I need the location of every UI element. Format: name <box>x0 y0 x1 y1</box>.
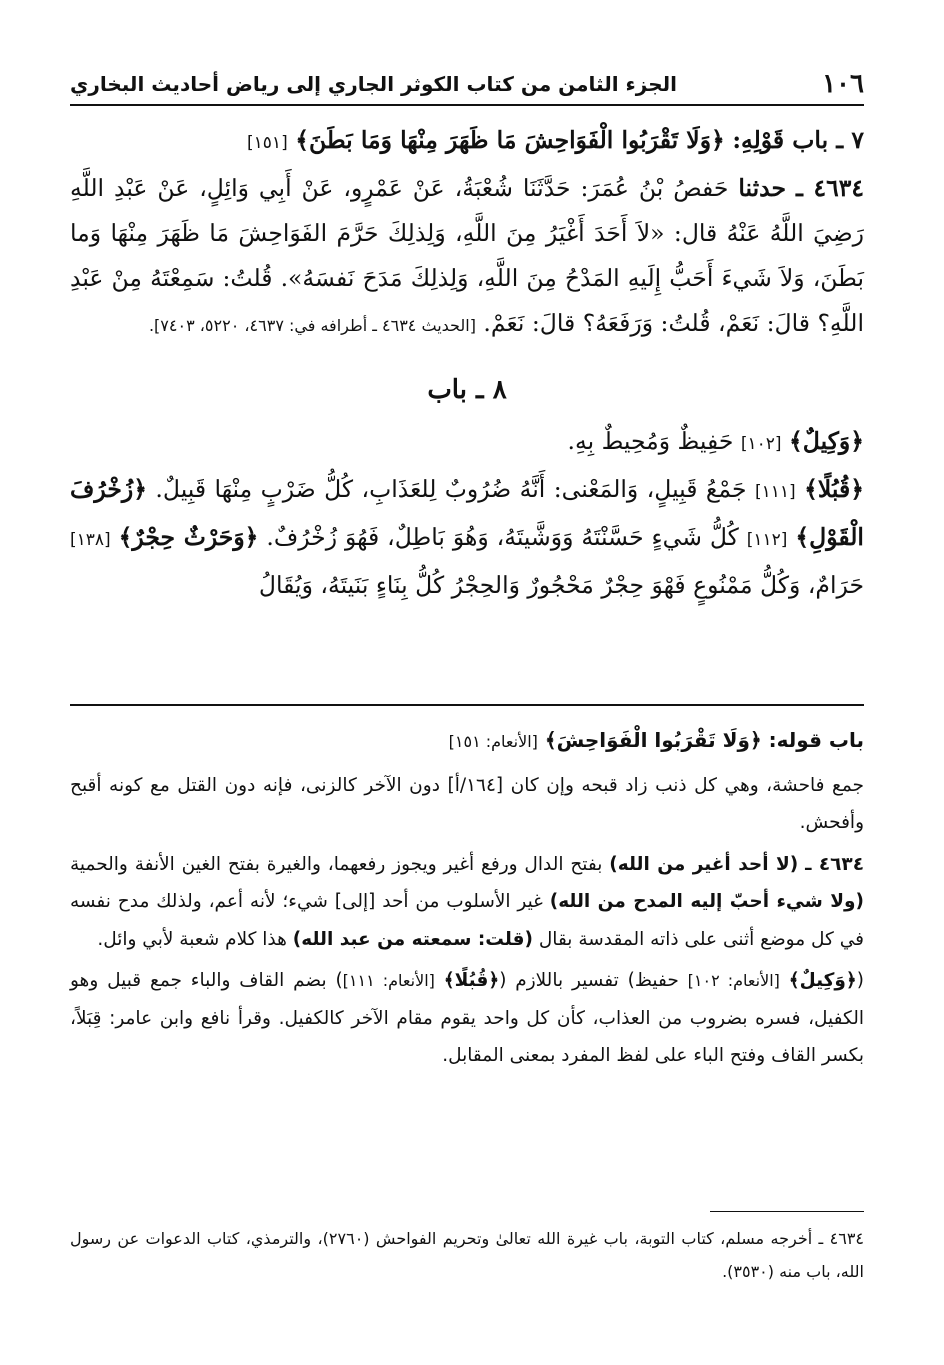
hadith-number: ٤٦٣٤ ـ <box>795 174 864 202</box>
commentary-word-wakil: ﴿وَكِيلٌ﴾ <box>788 970 857 991</box>
hadith-ref: [الحديث ٤٦٣٤ ـ أطرافه في: ٤٦٣٧، ٥٢٢٠، ٧٤٠٣]. <box>148 316 476 335</box>
bab-8-word-qubula: ﴿قُبُلًا﴾ <box>804 475 864 503</box>
bab-8-ref-138: [١٣٨] <box>70 530 111 550</box>
commentary-quote-3: (قلت: سمعته من عبد الله) <box>292 928 533 950</box>
commentary-heading-label: باب قوله: <box>768 728 864 752</box>
hadith-paragraph <box>70 166 864 348</box>
commentary-p3-text-2: ) بضم القاف والباء جمع قبيل وهو الكفيل، فسره بضروب من العذاب، كأن كل واحد يقوم مقام الآخر كالكفيل. وقرأ نافع وابن عامر: قِبَلاً، بكسر القاف وفتح الباء على لفظ المفرد بمعنى المقابل. <box>70 970 864 1066</box>
commentary-paragraph-3 <box>70 962 864 1075</box>
commentary-heading-ayah: ﴿وَلَا تَقْرَبُوا الْفَوَاحِشَ﴾ <box>544 728 762 752</box>
bab-8-text-3: كُلُّ شَيءٍ حَسَّنْتَهُ وَوَشَّيتَهُ، وَهُوَ بَاطِلٌ، فَهُوَ زُخْرُفٌ. <box>266 523 739 551</box>
bab-7-heading <box>70 118 864 166</box>
bab-7-ref: [١٥١] <box>247 133 288 153</box>
commentary-text-3: هذا كلام شعبة لأبي وائل. <box>97 928 287 950</box>
commentary-paragraph-1: جمع فاحشة، وهي كل ذنب زاد قبحه وإن كان [١٦٤/أ] دون الآخر كالزنى، فإنه دون القتل مع كونه أقبح وأفحش. <box>70 774 864 833</box>
commentary-ref-102: [الأنعام: ١٠٢] <box>687 971 780 990</box>
bab-8-rest <box>70 467 864 608</box>
commentary-heading <box>70 722 864 761</box>
main-text <box>70 118 864 608</box>
commentary-p3-text-1: حفيظ) تفسير باللازم ( <box>499 970 679 991</box>
commentary-ref-111: [الأنعام: ١١١] <box>342 971 435 990</box>
bab-8-text-1: حَفِيظٌ وَمُحِيطٌ بِهِ. <box>567 427 734 455</box>
bab-8-text-2: جَمْعُ قَبِيلٍ، وَالمَعْنى: أَنَّهُ ضُرُوبٌ لِلعَذَابِ، كُلُّ ضَرْبٍ مِنْهَا قَبِيلٌ. <box>155 475 747 503</box>
commentary-paragraph-2 <box>70 846 864 959</box>
running-title: الجزء الثامن من كتاب الكوثر الجاري إلى رياض أحاديث البخاري <box>70 72 677 96</box>
commentary-quote-1: (لا أحد أغير من الله) <box>609 853 799 875</box>
commentary-text-1: بفتح الدال ورفع أغير ويجوز رفعهما، والغيرة بفتح الغين الأنفة والحمية <box>70 853 603 875</box>
commentary-hadith-number: ٤٦٣٤ ـ <box>805 853 865 875</box>
bab-8-heading: ٨ ـ باب <box>427 375 507 405</box>
hadith-text: حَفصُ بْنُ عُمَرَ: حَدَّثَنَا شُعْبَةُ، عَنْ عَمْرٍو، عَنْ أَبِي وَائِلٍ، عَنْ عَبْدِ اللَّهِ رَضِيَ اللَّهُ عَنْهُ قال: «لاَ أَحَدَ أَغْيَرُ مِنَ اللَّهِ، وَلِذلِكَ حَرَّمَ الفَوَاحِشَ مَا ظَهَرَ مِنْهَا وَما بَطَنَ، وَلاَ شَيءَ أَحَبُّ إِلَيهِ المَدْحُ مِنَ اللَّهِ، وَلِذلِكَ مَدَحَ نَفسَهُ». قُلتُ: سَمِعْتَهُ مِنْ عَبْدِ اللَّهِ؟ قالَ: نَعَمْ، قُلتُ: وَرَفَعَهُ؟ قالَ: نَعَمْ. <box>70 174 864 337</box>
bab-7-label: ٧ ـ باب قَوْلِهِ: <box>732 126 864 154</box>
bab-8-word-hijr: ﴿وَحَرْثٌ حِجْرٌ﴾ <box>118 523 259 551</box>
footnote-separator <box>710 1211 864 1212</box>
commentary-heading-ref: [الأنعام: ١٥١] <box>448 732 538 751</box>
bab-8-ref-102: [١٠٢] <box>740 434 782 454</box>
hadith-opening: حدثنا <box>738 174 787 202</box>
bab-8-ref-112: [١١٢] <box>746 530 788 550</box>
bab-8-ref-111: [١١١] <box>754 482 796 502</box>
bab-8-text-4: حَرَامٌ، وَكُلُّ مَمْنُوعٍ فَهْوَ حِجْرٌ مَحْجُورٌ وَالحِجْرُ كُلُّ بِنَاءٍ بَنَيتَهُ، وَيُقَالُ <box>258 571 864 599</box>
commentary <box>70 722 864 1079</box>
text-separator <box>70 704 864 706</box>
bab-7-ayah: ﴿وَلَا تَقْرَبُوا الْفَوَاحِشَ مَا ظَهَرَ مِنْهَا وَمَا بَطَنَ﴾ <box>295 126 725 154</box>
commentary-quote-2: (ولا شيء أحبّ إليه المدح من الله) <box>549 891 864 912</box>
commentary-word-qubula: ﴿قُبُلًا﴾ <box>443 970 500 991</box>
bab-8-word-wakil: ﴿وَكِيلٌ﴾ <box>789 427 864 455</box>
bab-8-word-zukhruf: ﴿زُخْرُفَ الْقَوْلِ﴾ <box>70 475 864 551</box>
commentary-p3-open: ( <box>856 970 864 991</box>
page-header <box>70 64 864 106</box>
commentary-text-2: غير الأسلوب من أحد [إلى] شيء؛ لأنه أعم، ولذلك مدح نفسه في كل موضع أثنى على ذاته المقدسة بقال <box>70 891 864 950</box>
page-number: ١٠٦ <box>822 69 864 99</box>
bab-8-line-1 <box>70 419 864 467</box>
footnote: ٤٦٣٤ ـ أخرجه مسلم، كتاب التوبة، باب غيرة الله تعالىٰ وتحريم الفواحش (٢٧٦٠)، والترمذي، كتاب الدعوات عن رسول الله، باب منه (٣٥٣٠). <box>70 1229 865 1281</box>
